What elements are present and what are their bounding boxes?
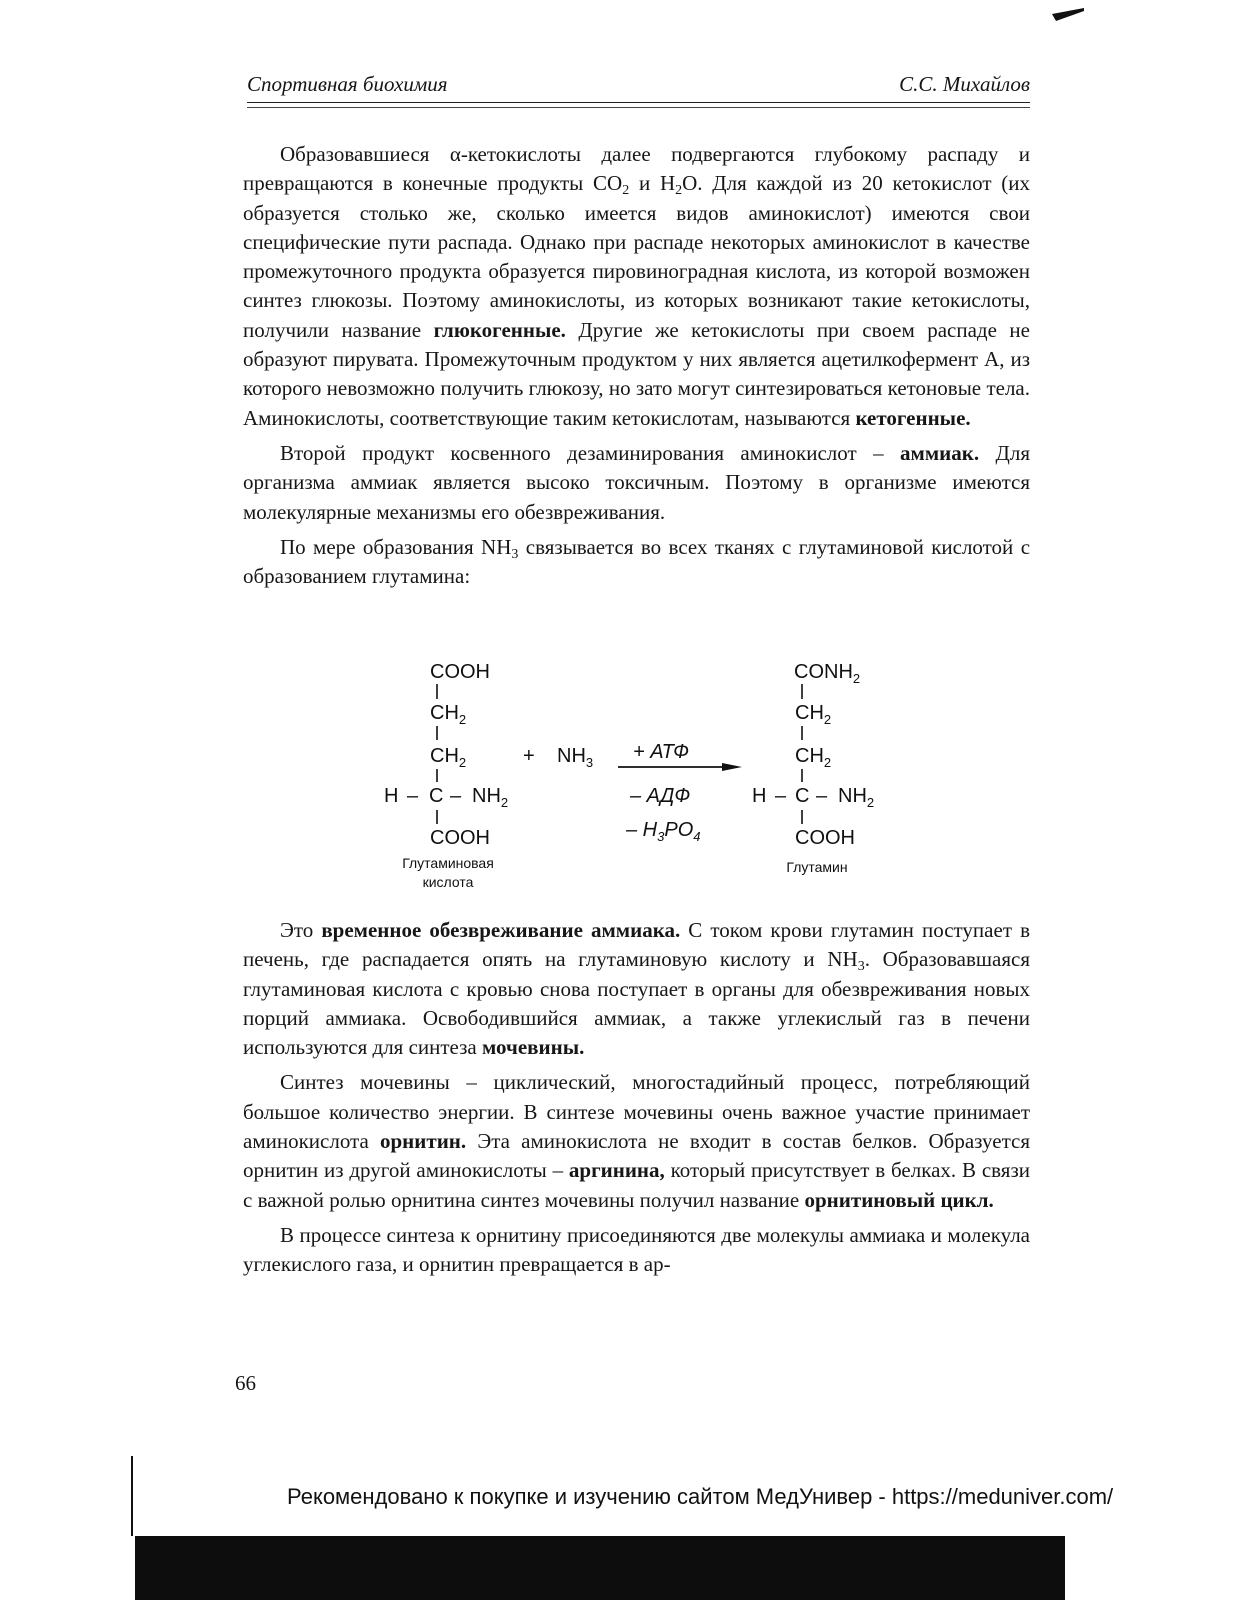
text: Второй продукт косвенного дезаминирования аминокислот –: [280, 440, 901, 465]
reagent-nh3: $NH_3$: [557, 745, 594, 770]
text: связывается во всех тканях с глутаминовой кислотой с образованием глутамина:: [243, 534, 1031, 589]
scan-edge-line: [131, 1456, 133, 1536]
left-dash: –: [407, 785, 419, 807]
right-dash-2: –: [816, 785, 828, 807]
paragraph-synthesis-process: [243, 1221, 1030, 1280]
term-ketogenic: кетогенные.: [855, 405, 971, 430]
text: В процессе синтеза к орнитину присоединяются две молекулы аммиака и молекула углекислого газа, и орнитин превращается в ар-: [243, 1222, 1030, 1277]
left-nh2: $NH_2$: [472, 785, 509, 810]
right-conh2-top: $CONH_2$: [794, 661, 861, 686]
arrow-below-adp: – АДФ: [630, 785, 691, 807]
running-header: [247, 72, 1030, 116]
left-cooh-top: COOH: [430, 661, 490, 683]
left-name-line2: кислота: [422, 874, 474, 890]
right-cooh-bottom: COOH: [795, 827, 855, 849]
arrow-above-atp: + АТФ: [633, 741, 690, 763]
page-number: 66: [235, 1371, 256, 1395]
term-ammonia: аммиак.: [900, 440, 980, 465]
text: По мере образования NH: [280, 534, 512, 559]
term-temporary-detox: временное обезвреживание аммиака.: [321, 918, 681, 942]
left-ch2-2: $CH_2$: [430, 745, 467, 770]
text: Эта аминокислота не входит в состав белков. Образуется орнитин из другой аминокислоты –: [243, 1129, 1030, 1183]
term-urea: мочевины.: [482, 1035, 585, 1060]
upper-text-block: [243, 140, 1030, 591]
subscript: 3: [511, 546, 519, 562]
left-cooh-bottom: COOH: [430, 827, 490, 849]
right-nh2: $NH_2$: [838, 785, 875, 810]
footer-banner[interactable]: Рекомендовано к покупке и изучению сайтом МедУнивер - https://meduniver.com/: [287, 1484, 1114, 1509]
reaction-arrow-head: [722, 763, 742, 771]
text: Для организма аммиак является высоко токсичным. Поэтому в организме имеются молекулярные механизмы его обезвреживания.: [243, 440, 1030, 524]
header-rule: [247, 102, 1030, 103]
text: Синтез мочевины – циклический, многостадийный процесс, потребляющий большое количество энергии. В синтезе мочевины очень важное участие принимает аминокислота: [243, 1070, 1030, 1154]
right-h: H: [752, 785, 767, 807]
left-name-line1: Глутаминовая: [402, 855, 494, 871]
term-ornithine-cycle: орнитиновый цикл.: [804, 1187, 994, 1212]
right-c: C: [795, 785, 810, 807]
text: и H: [629, 171, 676, 196]
paragraph-ketoacids: [243, 140, 1030, 433]
text: Это: [280, 918, 322, 942]
subscript: 2: [675, 183, 683, 199]
term-arginine: аргинина,: [568, 1158, 665, 1183]
subscript: 2: [622, 183, 630, 199]
subscript: 3: [857, 959, 865, 975]
text: . Образовавшаяся глутаминовая кислота с кровью снова поступает в органы для обезвреживания новых порций аммиака. Освободившийся аммиак, а также углекислый газ в печени используются для синтеза: [243, 947, 1030, 1060]
left-c: C: [429, 785, 444, 807]
header-book-title: Спортивная биохимия: [247, 72, 448, 96]
term-ornithine: орнитин.: [380, 1129, 467, 1154]
paragraph-temporary-detox: [243, 916, 1030, 1062]
paragraph-ammonia: [243, 439, 1030, 527]
header-author: С.С. Михайлов: [899, 72, 1030, 96]
lower-text-block: [243, 916, 1030, 1280]
header-rule-thin: [247, 107, 1030, 108]
reaction-scheme: [370, 656, 910, 901]
scan-bottom-shadow: [135, 1536, 1237, 1600]
corner-mark-icon: [1052, 8, 1086, 22]
plus-sign: +: [523, 745, 535, 767]
left-ch2-1: $CH_2$: [430, 702, 467, 727]
text: O. Для каждой из 20 кетокислот (их образуется столько же, сколько имеется видов аминокислот) имеются свои специфические пути распада. Однако при распаде некоторых аминокислот в качестве промежуточного продукта образуется пировиноградная кислота, из которой возможен синтез глюкозы. Поэтому аминокислоты, из которых возникают такие кетокислоты, получили название: [243, 171, 1031, 342]
left-dash-2: –: [450, 785, 462, 807]
text: Другие же кетокислоты при своем распаде не образуют пирувата. Промежуточным продуктом у них является ацетилкофермент А, из которого невозможно получить глюкозу, но зато могут синтезироваться кетоновые тела. Аминокислоты, соответствующие таким кетокислотам, называются: [243, 317, 1030, 430]
text: который присутствует в белках. В связи с важной ролью орнитина синтез мочевины получил название: [243, 1158, 1030, 1212]
right-ch2-2: $CH_2$: [795, 745, 832, 770]
right-name: Глутамин: [786, 859, 848, 875]
right-dash: –: [775, 785, 787, 807]
term-glucogenic: глюкогенные.: [433, 317, 566, 342]
paragraph-urea-synthesis: [243, 1068, 1030, 1214]
paragraph-glutamine-intro: [243, 533, 1030, 592]
left-h: H: [384, 785, 399, 807]
text: С током крови глутамин поступает в печень, где распадается опять на глутаминовую кислоту и NH: [243, 918, 1030, 972]
reaction-scheme-svg: [370, 656, 910, 901]
text: Образовавшиеся α-кетокислоты далее подвергаются глубокому распаду и превращаются в конечные продукты CO: [243, 142, 1030, 196]
right-ch2-1: $CH_2$: [795, 702, 832, 727]
arrow-below-h3po4: – $H_3PO_4$: [626, 819, 701, 844]
